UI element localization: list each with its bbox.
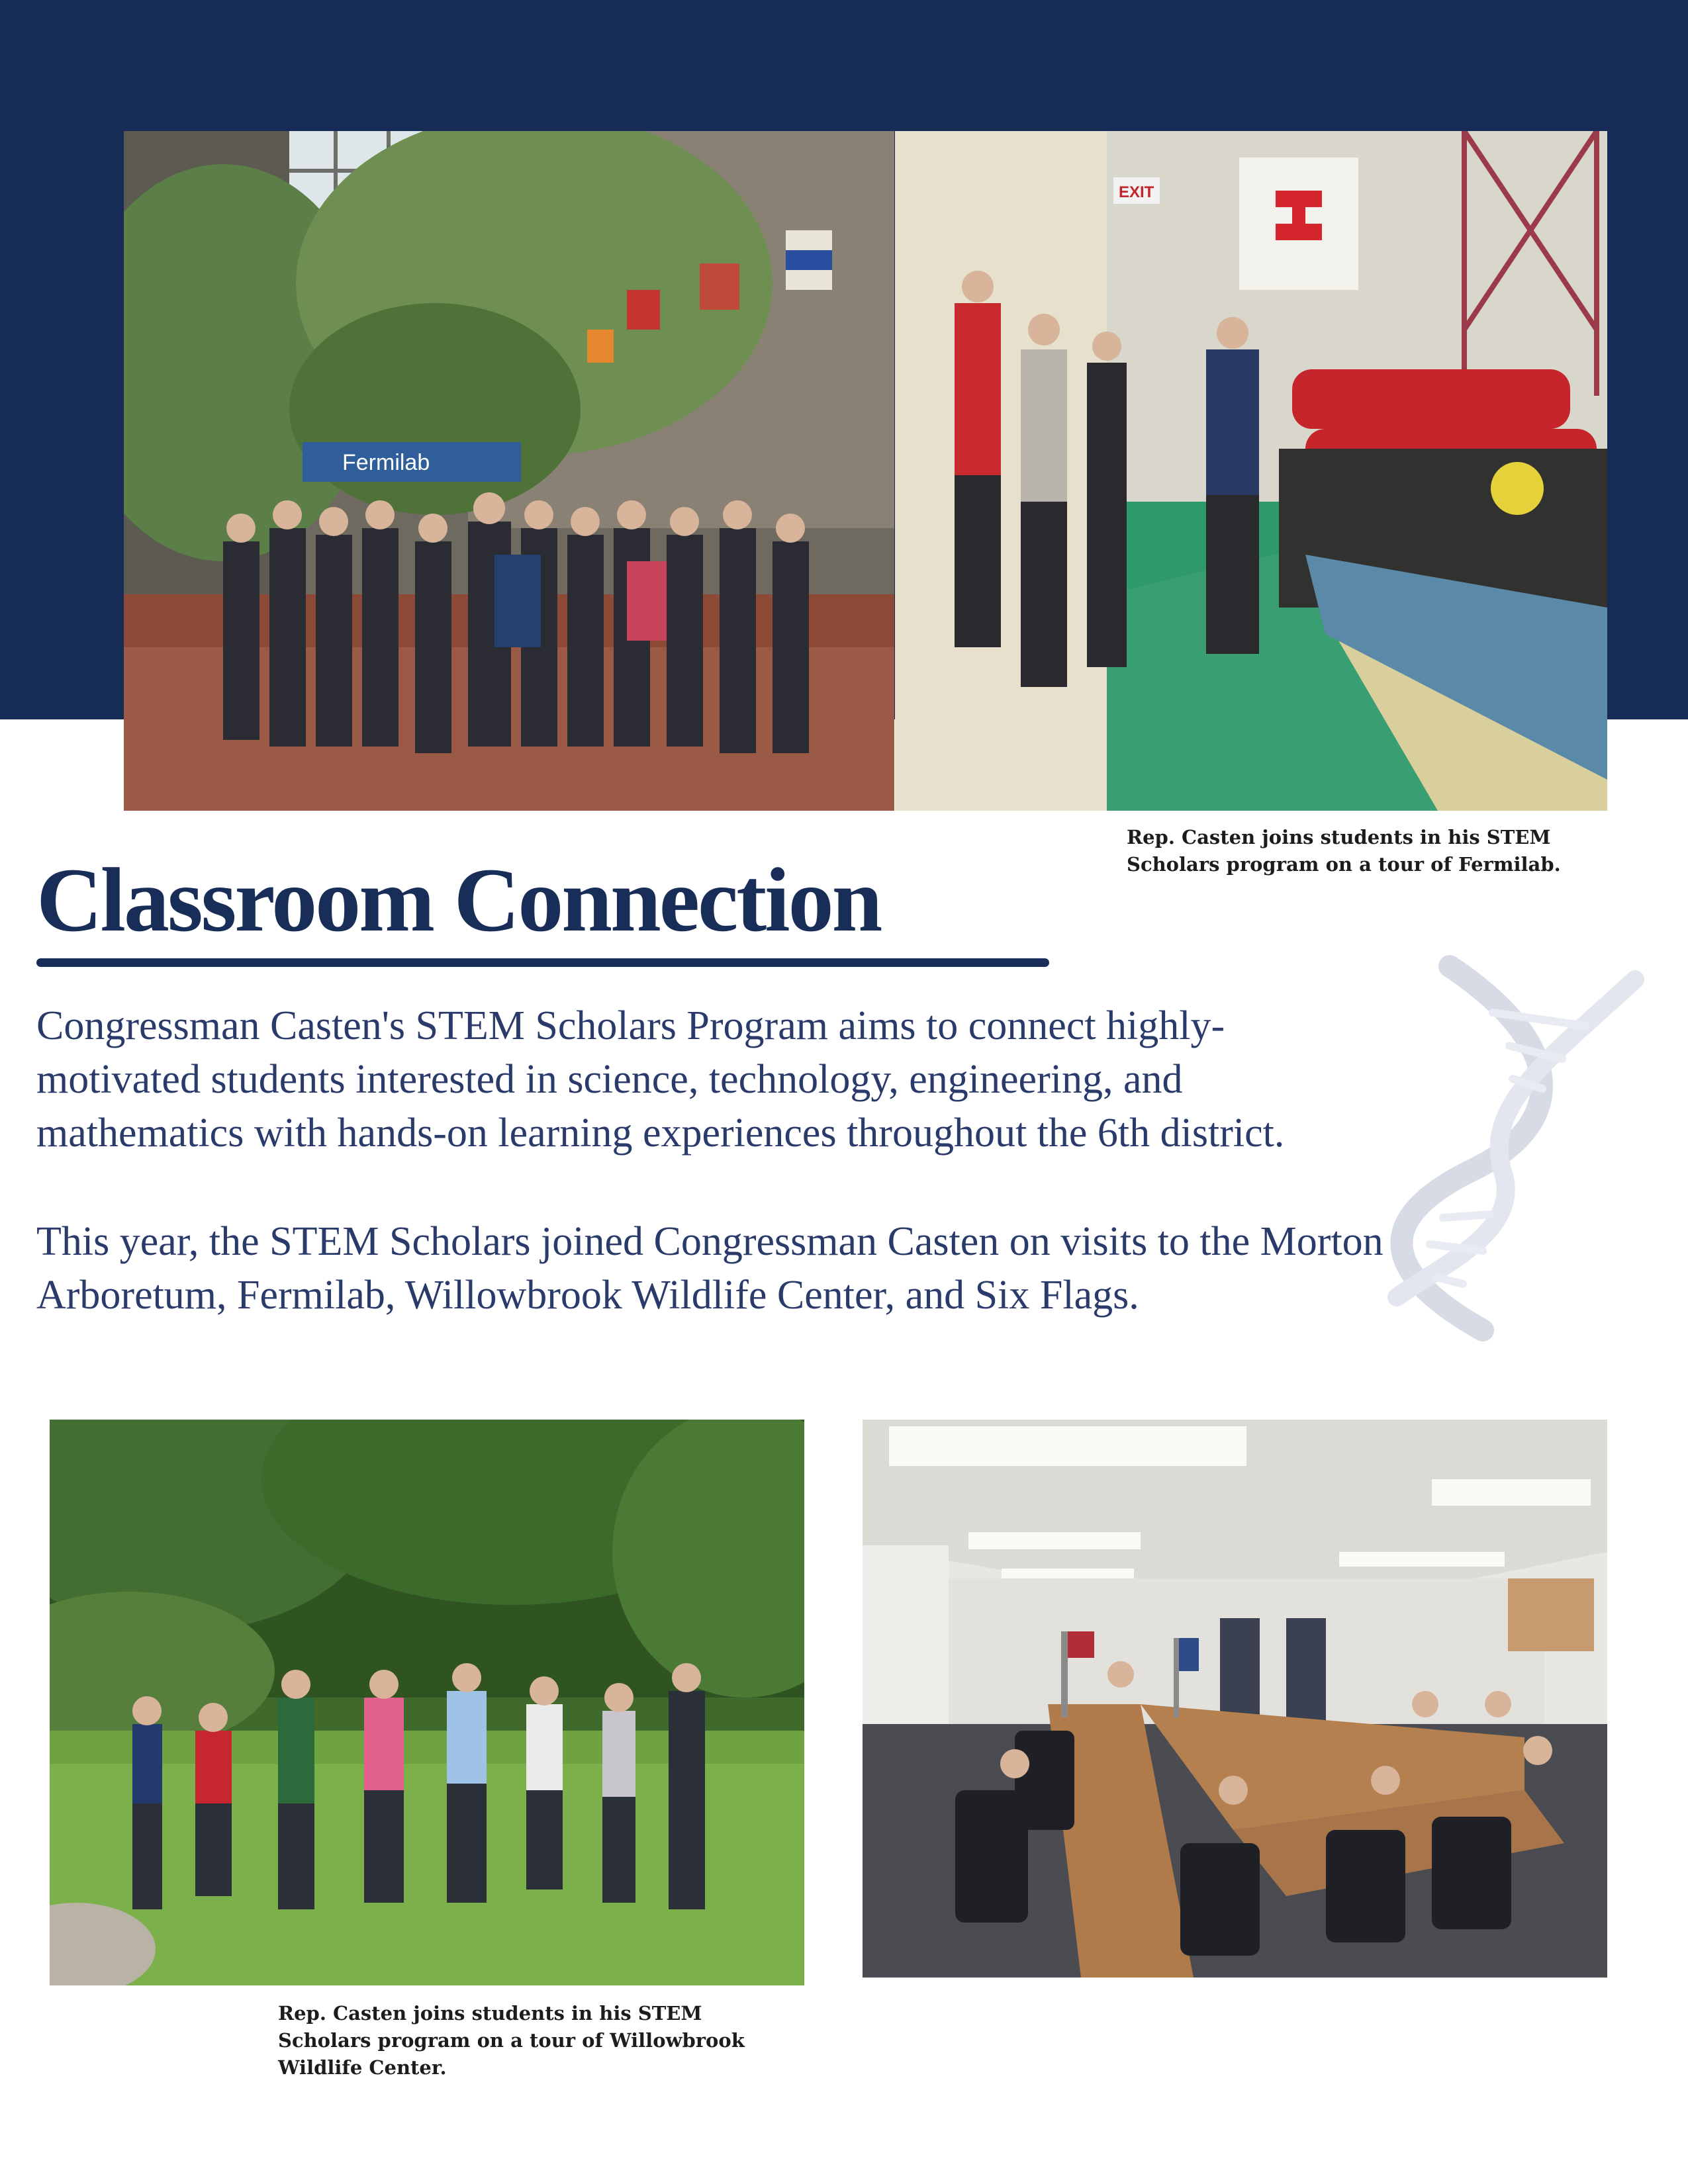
page-title: Classroom Connection (36, 849, 881, 950)
title-underline (36, 958, 1049, 967)
dna-helix-icon (1350, 953, 1655, 1343)
exit-sign-text: EXIT (1119, 183, 1154, 201)
photo-conference-room (863, 1420, 1607, 1978)
photo-willowbrook-group (50, 1420, 804, 1985)
fermilab-banner-text: Fermilab (342, 450, 430, 475)
photo-atrium-group (124, 131, 894, 811)
visits-paragraph: This year, the STEM Scholars joined Congressman Casten on visits to the Morton Arboretum, Fermilab, Willowbrook Wildlife Center, and Six Flags. (36, 1219, 1383, 1318)
caption-willowbrook: Rep. Casten joins students in his STEM Scholars program on a tour of Willowbrook Wildlife Center. (278, 2002, 745, 2079)
photo-fermilab-tour (895, 131, 1607, 811)
caption-fermilab: Rep. Casten joins students in his STEM Scholars program on a tour of Fermilab. (1127, 826, 1561, 876)
intro-paragraph: Congressman Casten's STEM Scholars Program aims to connect highly-motivated students interested in science, technology, engineering, and mathematics with hands-on learning experiences throughout the 6th district. (36, 1003, 1285, 1156)
